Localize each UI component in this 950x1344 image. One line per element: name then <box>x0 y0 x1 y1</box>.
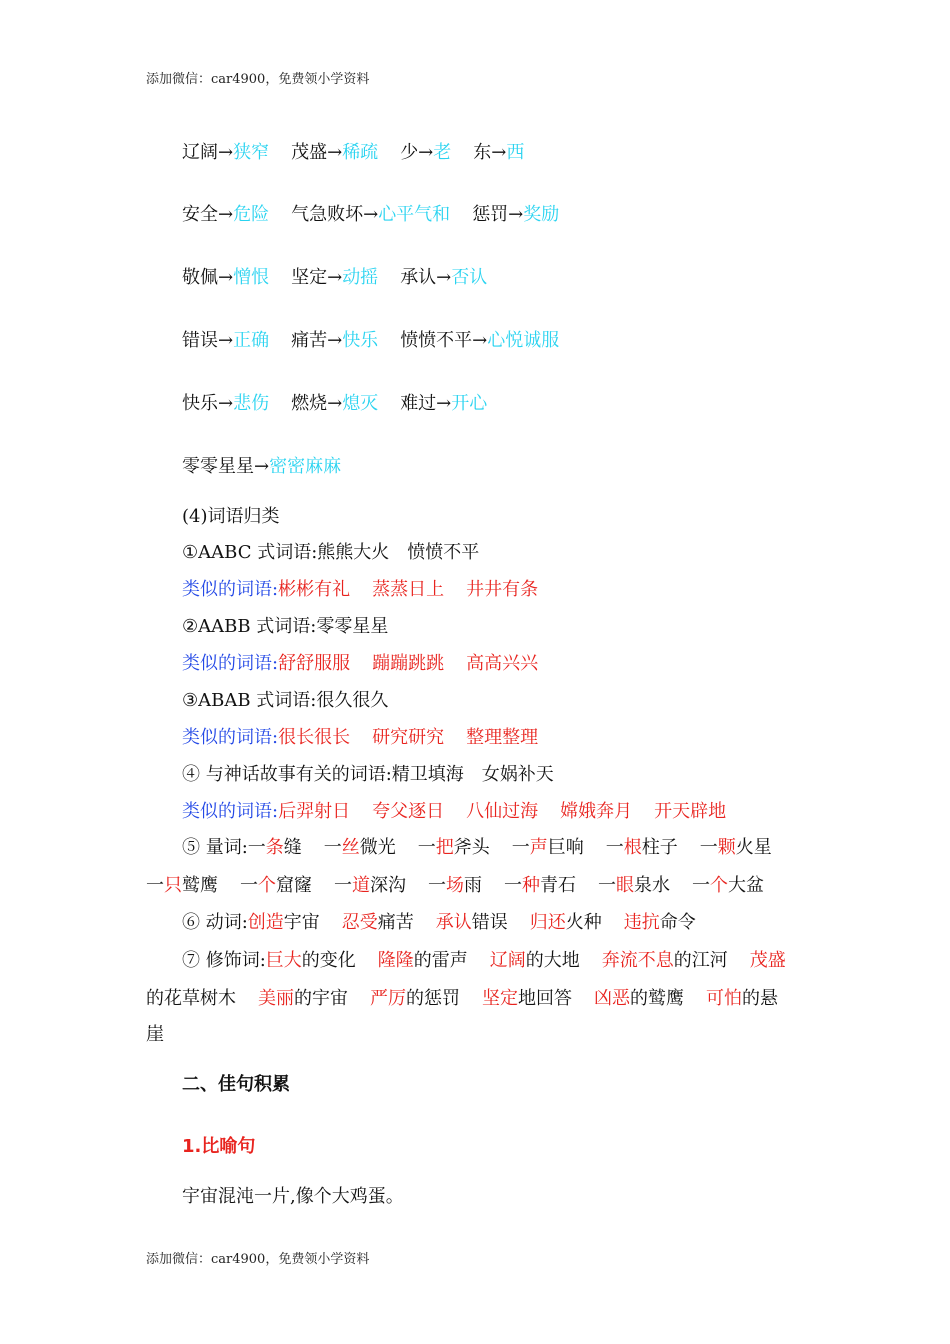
similar-word: 八仙过海 <box>466 801 539 822</box>
antonym-row <box>182 389 487 415</box>
measure-one: 一 <box>323 837 342 858</box>
modified-noun: 的鹫鹰 <box>630 988 684 1009</box>
measure-noun: 大盆 <box>728 875 764 896</box>
antonym-word: 坚定→ <box>291 267 343 288</box>
antonym-row <box>182 138 524 164</box>
antonym-word: 敬佩→ <box>182 267 234 288</box>
measure-one: 一 <box>504 875 522 896</box>
verb-object: 命令 <box>659 912 696 933</box>
modified-noun: 的悬 <box>742 988 778 1009</box>
verb-label: ⑥ 动词: <box>182 912 248 933</box>
measure-one: 一 <box>146 875 164 896</box>
measure-one: 一 <box>240 875 258 896</box>
measure-one: 一 <box>692 875 710 896</box>
verb-object: 痛苦 <box>377 912 414 933</box>
antonym-word: 气急败坏→ <box>291 204 379 225</box>
antonym-word: 快乐→ <box>182 393 234 414</box>
modifier-line-1 <box>182 946 786 972</box>
modified-noun: 的花草树木 <box>146 988 236 1009</box>
similar-word: 高高兴兴 <box>466 653 539 674</box>
modified-noun: 的大地 <box>525 950 580 971</box>
group-heading: ②AABB 式词语:零零星星 <box>182 616 389 637</box>
measure-one: 一 <box>334 875 352 896</box>
similar-word: 夸父逐日 <box>372 801 445 822</box>
antonym-answer: 快乐 <box>342 330 379 351</box>
measure-one: 一 <box>605 837 624 858</box>
similar-word: 蹦蹦跳跳 <box>372 653 445 674</box>
modifier-word: 辽阔 <box>489 950 526 971</box>
modifier-word: 严厉 <box>370 988 406 1009</box>
antonym-word: 少→ <box>400 142 434 163</box>
measure-line-1 <box>182 833 772 859</box>
antonym-answer: 心悦诚服 <box>487 330 560 351</box>
measure-noun: 窟窿 <box>276 875 312 896</box>
measure-one: 一 <box>417 837 436 858</box>
verb-object: 宇宙 <box>283 912 320 933</box>
measure-noun: 青石 <box>540 875 576 896</box>
measure-word: 颗 <box>717 837 736 858</box>
subsection-title: 1.比喻句 <box>182 1136 256 1157</box>
similar-label: 类似的词语: <box>182 653 279 674</box>
antonym-word: 辽阔→ <box>182 142 234 163</box>
modifier-line-2 <box>146 984 778 1010</box>
measure-one: 一 <box>699 837 718 858</box>
section-title: 二、佳句积累 <box>182 1074 290 1095</box>
measure-noun: 雨 <box>464 875 482 896</box>
antonym-word: 惩罚→ <box>472 204 524 225</box>
measure-word: 种 <box>522 875 540 896</box>
measure-word: 道 <box>352 875 370 896</box>
similar-word: 舒舒服服 <box>278 653 351 674</box>
similar-word: 整理整理 <box>466 727 539 748</box>
antonym-answer: 西 <box>506 142 525 163</box>
measure-one: 一 <box>428 875 446 896</box>
antonym-answer: 危险 <box>233 204 270 225</box>
page-header: 添加微信：car4900，免费领小学资料 <box>146 72 370 87</box>
measure-word: 个 <box>258 875 276 896</box>
group-heading: ①AABC 式词语:熊熊大火 愤愤不平 <box>182 542 480 563</box>
similar-label: 类似的词语: <box>182 801 279 822</box>
antonym-row <box>182 200 559 226</box>
modified-noun: 的惩罚 <box>406 988 460 1009</box>
measure-one: 一 <box>511 837 530 858</box>
measure-word: 丝 <box>341 837 360 858</box>
measure-noun: 鹫鹰 <box>182 875 218 896</box>
measure-one: 一 <box>247 837 266 858</box>
antonym-answer: 熄灭 <box>342 393 379 414</box>
group-heading: ③ABAB 式词语:很久很久 <box>182 690 389 711</box>
antonym-answer: 开心 <box>451 393 488 414</box>
measure-word: 眼 <box>616 875 634 896</box>
antonym-word: 安全→ <box>182 204 234 225</box>
antonym-answer: 否认 <box>451 267 488 288</box>
verb-object: 火种 <box>565 912 602 933</box>
modified-noun: 的变化 <box>301 950 356 971</box>
measure-line-2 <box>146 871 764 897</box>
antonym-word: 错误→ <box>182 330 234 351</box>
antonym-word: 东→ <box>473 142 507 163</box>
verb-word: 违抗 <box>623 912 660 933</box>
antonym-row <box>182 326 559 352</box>
classify-title: (4)词语归类 <box>182 506 280 527</box>
antonym-word: 难过→ <box>400 393 452 414</box>
page-footer: 添加微信：car4900，免费领小学资料 <box>146 1252 370 1267</box>
similar-label: 类似的词语: <box>182 579 279 600</box>
verb-word: 忍受 <box>341 912 378 933</box>
antonym-word: 燃烧→ <box>291 393 343 414</box>
antonym-word: 痛苦→ <box>291 330 343 351</box>
group-heading: ④ 与神话故事有关的词语:精卫填海 女娲补天 <box>182 764 554 785</box>
similar-word: 很长很长 <box>278 727 351 748</box>
verb-word: 承认 <box>435 912 472 933</box>
measure-noun: 巨响 <box>547 837 584 858</box>
antonym-row <box>182 263 487 289</box>
antonym-word: 承认→ <box>400 267 452 288</box>
similar-words-row <box>182 723 538 749</box>
antonym-row <box>182 452 341 478</box>
antonym-word: 茂盛→ <box>291 142 343 163</box>
modified-noun: 的江河 <box>673 950 728 971</box>
measure-one: 一 <box>598 875 616 896</box>
antonym-answer: 密密麻麻 <box>269 456 342 477</box>
verb-object: 错误 <box>471 912 508 933</box>
similar-word: 彬彬有礼 <box>278 579 351 600</box>
measure-word: 声 <box>529 837 548 858</box>
similar-word: 嫦娥奔月 <box>560 801 633 822</box>
modified-noun: 的雷声 <box>413 950 468 971</box>
measure-word: 条 <box>265 837 284 858</box>
antonym-answer: 老 <box>433 142 452 163</box>
antonym-word: 零零星星→ <box>182 456 270 477</box>
measure-noun: 泉水 <box>634 875 670 896</box>
similar-word: 井井有条 <box>466 579 539 600</box>
modifier-word: 巨大 <box>265 950 302 971</box>
modified-noun: 地回答 <box>518 988 572 1009</box>
antonym-answer: 悲伤 <box>233 393 270 414</box>
antonym-answer: 稀疏 <box>342 142 379 163</box>
similar-word: 后羿射日 <box>278 801 351 822</box>
antonym-answer: 正确 <box>233 330 270 351</box>
measure-noun: 深沟 <box>370 875 406 896</box>
verb-line <box>182 908 696 934</box>
measure-noun: 微光 <box>359 837 396 858</box>
measure-noun: 缝 <box>283 837 302 858</box>
verb-word: 归还 <box>529 912 566 933</box>
similar-word: 研究研究 <box>372 727 445 748</box>
modifier-word: 茂盛 <box>749 950 786 971</box>
measure-word: 个 <box>710 875 728 896</box>
similar-words-row <box>182 649 538 675</box>
measure-word: 根 <box>623 837 642 858</box>
measure-word: 场 <box>446 875 464 896</box>
antonym-answer: 憎恨 <box>233 267 270 288</box>
antonym-word: 愤愤不平→ <box>400 330 488 351</box>
measure-word: 只 <box>164 875 182 896</box>
measure-noun: 斧头 <box>453 837 490 858</box>
similar-word: 蒸蒸日上 <box>372 579 445 600</box>
modifier-line-3: 崖 <box>146 1024 164 1045</box>
modifier-label: ⑦ 修饰词: <box>182 950 266 971</box>
similar-words-row <box>182 575 538 601</box>
antonym-answer: 狭窄 <box>233 142 270 163</box>
measure-noun: 柱子 <box>641 837 678 858</box>
similar-label: 类似的词语: <box>182 727 279 748</box>
modified-noun: 的宇宙 <box>294 988 348 1009</box>
antonym-answer: 奖励 <box>523 204 560 225</box>
modifier-word: 坚定 <box>482 988 518 1009</box>
measure-label: ⑤ 量词: <box>182 837 248 858</box>
modifier-word: 美丽 <box>258 988 294 1009</box>
verb-word: 创造 <box>247 912 284 933</box>
example-sentence: 宇宙混沌一片,像个大鸡蛋。 <box>182 1186 404 1207</box>
similar-words-row <box>182 797 726 823</box>
modifier-word: 凶恶 <box>594 988 630 1009</box>
antonym-answer: 动摇 <box>342 267 379 288</box>
measure-word: 把 <box>435 837 454 858</box>
modifier-word: 隆隆 <box>377 950 414 971</box>
antonym-answer: 心平气和 <box>378 204 451 225</box>
measure-noun: 火星 <box>735 837 772 858</box>
similar-word: 开天辟地 <box>654 801 727 822</box>
modifier-word: 可怕 <box>706 988 742 1009</box>
modifier-word: 奔流不息 <box>601 950 674 971</box>
